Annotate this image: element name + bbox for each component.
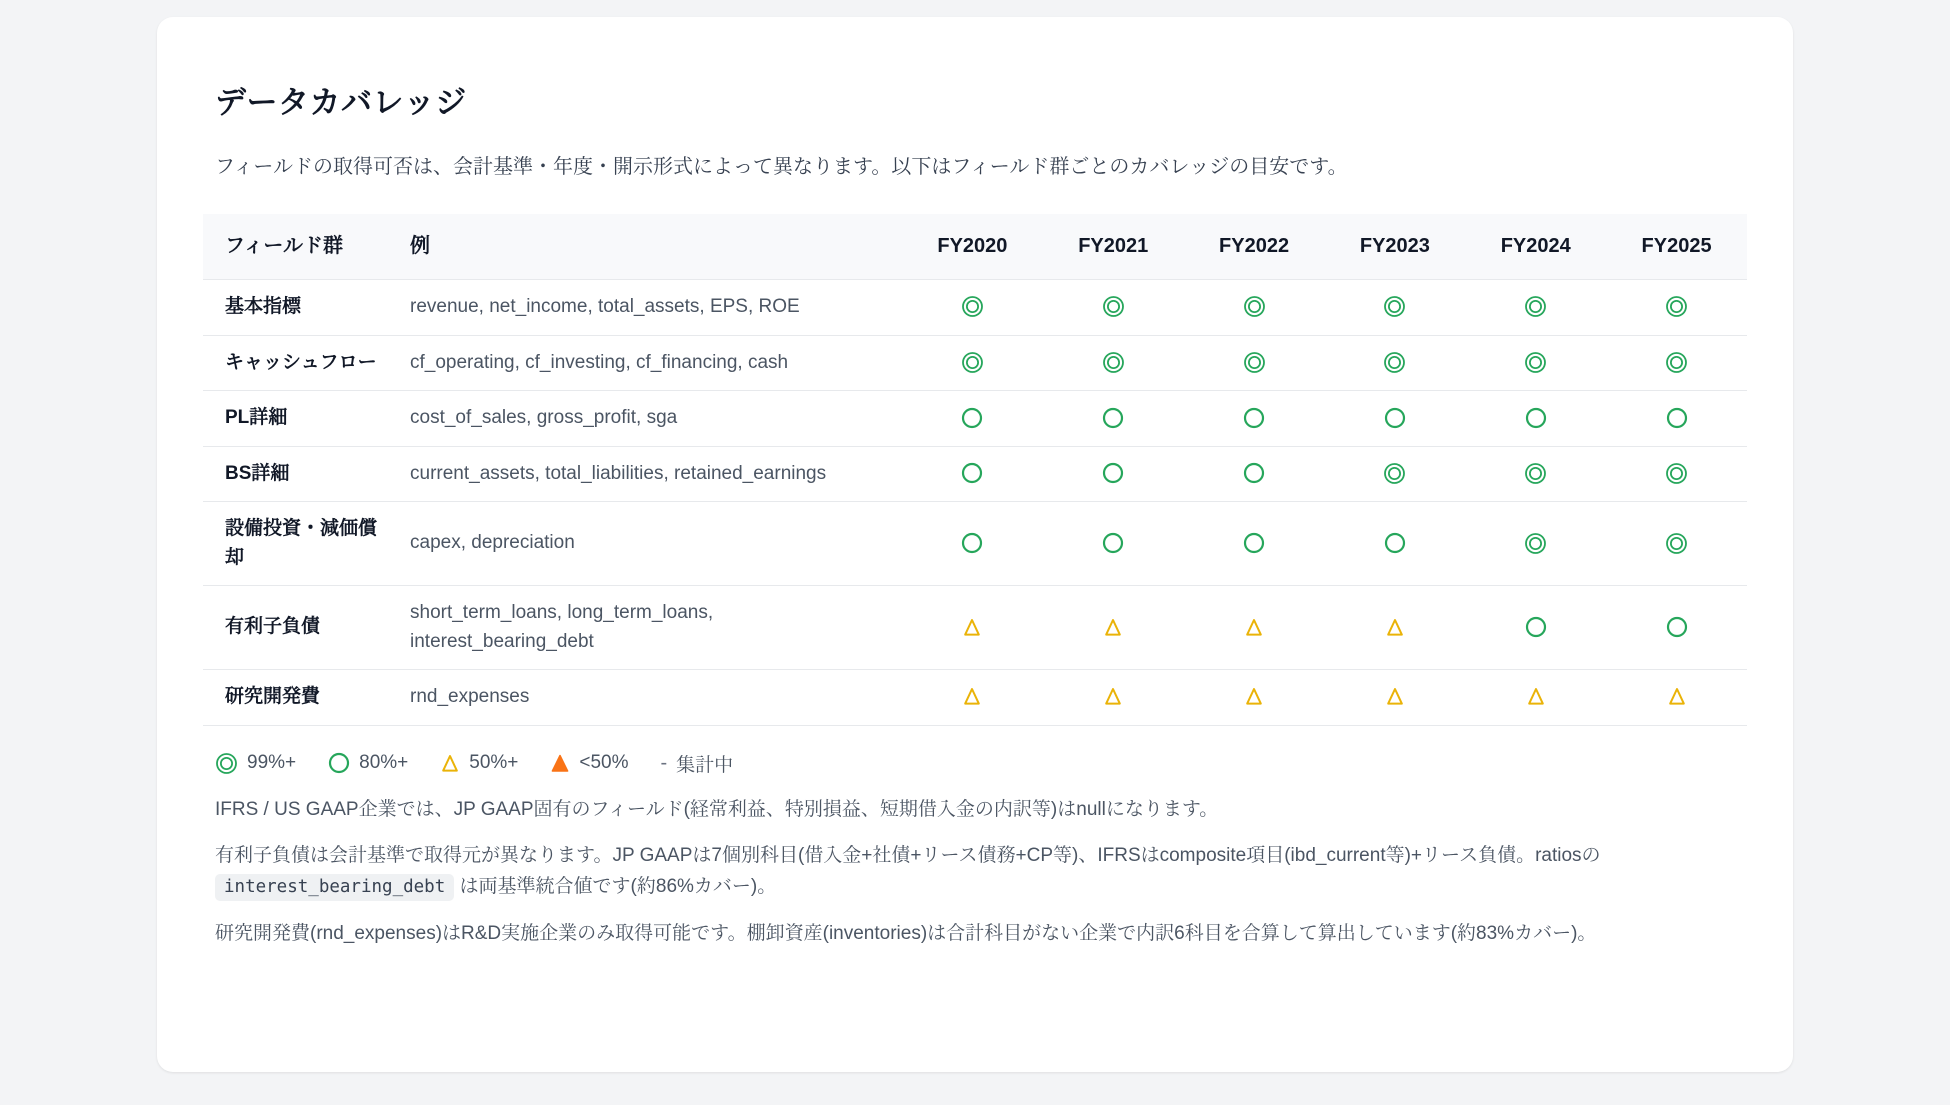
triangle-outline-icon	[1385, 687, 1405, 706]
double-circle-icon	[1665, 295, 1688, 318]
coverage-cell	[1184, 502, 1325, 586]
inline-code: interest_bearing_debt	[215, 874, 454, 901]
coverage-table	[203, 214, 1747, 726]
double-circle-icon	[1383, 295, 1406, 318]
circle-icon	[1384, 407, 1406, 429]
coverage-cell	[1184, 335, 1325, 391]
coverage-cell	[1184, 586, 1325, 670]
circle-icon	[1102, 532, 1124, 554]
header-cell-year: FY2021	[1043, 214, 1184, 280]
cell-example: short_term_loans, long_term_loans, interest_bearing_debt	[400, 586, 902, 670]
double-circle-icon	[1524, 462, 1547, 485]
circle-icon	[961, 407, 983, 429]
coverage-cell	[1465, 335, 1606, 391]
coverage-cell	[902, 586, 1043, 670]
coverage-cell	[1465, 446, 1606, 502]
header-cell-year: FY2022	[1184, 214, 1325, 280]
table-row	[203, 502, 1747, 586]
coverage-cell	[1184, 446, 1325, 502]
coverage-cell	[1606, 280, 1747, 336]
cell-field-group: キャッシュフロー	[203, 335, 400, 391]
table-row	[203, 280, 1747, 336]
header-cell-year: FY2024	[1465, 214, 1606, 280]
coverage-cell	[902, 446, 1043, 502]
table-row	[203, 335, 1747, 391]
triangle-outline-icon	[1244, 618, 1264, 637]
coverage-cell	[902, 280, 1043, 336]
coverage-cell	[1606, 502, 1747, 586]
legend-item-label: 集計中	[676, 754, 734, 776]
coverage-cell	[1184, 280, 1325, 336]
coverage-cell	[1324, 502, 1465, 586]
double-circle-icon	[1243, 351, 1266, 374]
legend-item	[328, 752, 408, 774]
cell-example: rnd_expenses	[400, 670, 902, 726]
triangle-outline-icon	[440, 754, 460, 773]
triangle-outline-icon	[1385, 618, 1405, 637]
page-title: データカバレッジ	[215, 85, 467, 120]
circle-icon	[961, 532, 983, 554]
cell-example: capex, depreciation	[400, 502, 902, 586]
circle-icon	[328, 752, 350, 774]
coverage-cell	[1324, 391, 1465, 447]
header-cell-example: 例	[400, 214, 902, 280]
header-cell-year: FY2023	[1324, 214, 1465, 280]
coverage-cell	[1043, 446, 1184, 502]
table-row	[203, 670, 1747, 726]
circle-icon	[1243, 407, 1265, 429]
table-header-row	[203, 214, 1747, 280]
coverage-table-body	[203, 280, 1747, 726]
coverage-cell	[1043, 335, 1184, 391]
circle-icon	[1666, 616, 1688, 638]
coverage-cell	[1043, 586, 1184, 670]
coverage-cell	[1043, 670, 1184, 726]
triangle-outline-icon	[1103, 687, 1123, 706]
note: 研究開発費(rnd_expenses)はR&D実施企業のみ取得可能です。棚卸資産(inventories)は合計科目がない企業で内訳6科目を合算して算出しています(約83%カバー)。	[215, 922, 1597, 944]
circle-icon	[1384, 532, 1406, 554]
circle-icon	[1666, 407, 1688, 429]
coverage-cell	[1606, 335, 1747, 391]
coverage-cell	[1465, 280, 1606, 336]
coverage-cell	[1324, 280, 1465, 336]
coverage-cell	[1606, 391, 1747, 447]
coverage-cell	[902, 391, 1043, 447]
coverage-cell	[1324, 446, 1465, 502]
coverage-cell	[1465, 391, 1606, 447]
page-subtitle: フィールドの取得可否は、会計基準・年度・開示形式によって異なります。以下はフィールド群ごとのカバレッジの目安です。	[215, 156, 1348, 178]
double-circle-icon	[1243, 295, 1266, 318]
notes	[215, 795, 1735, 950]
coverage-cell	[1324, 335, 1465, 391]
triangle-outline-icon	[962, 618, 982, 637]
double-circle-icon	[1102, 351, 1125, 374]
double-circle-icon	[1383, 351, 1406, 374]
circle-icon	[1525, 407, 1547, 429]
coverage-cell	[1465, 502, 1606, 586]
double-circle-icon	[215, 752, 238, 775]
double-circle-icon	[961, 295, 984, 318]
legend-item-label: 50%+	[469, 752, 519, 773]
cell-example: cost_of_sales, gross_profit, sga	[400, 391, 902, 447]
cell-example: cf_operating, cf_investing, cf_financing, cash	[400, 335, 902, 391]
data-coverage-card	[157, 17, 1793, 1072]
cell-example: current_assets, total_liabilities, retained_earnings	[400, 446, 902, 502]
circle-icon	[1102, 407, 1124, 429]
circle-icon	[961, 462, 983, 484]
header-cell-year: FY2020	[902, 214, 1043, 280]
double-circle-icon	[1383, 462, 1406, 485]
cell-field-group: 有利子負債	[203, 586, 400, 670]
double-circle-icon	[1102, 295, 1125, 318]
coverage-cell	[902, 670, 1043, 726]
legend-item-label: <50%	[579, 752, 629, 773]
coverage-cell	[1465, 670, 1606, 726]
circle-icon	[1102, 462, 1124, 484]
circle-icon	[1243, 462, 1265, 484]
header-cell-field-group: フィールド群	[203, 214, 400, 280]
coverage-cell	[1043, 502, 1184, 586]
double-circle-icon	[1524, 295, 1547, 318]
coverage-cell	[1606, 586, 1747, 670]
coverage-cell	[1184, 391, 1325, 447]
legend-item-label: 80%+	[359, 752, 409, 773]
header-cell-year: FY2025	[1606, 214, 1747, 280]
coverage-cell	[1324, 670, 1465, 726]
triangle-outline-icon	[1526, 687, 1546, 706]
coverage-cell	[1324, 586, 1465, 670]
cell-field-group: BS詳細	[203, 446, 400, 502]
table-row	[203, 391, 1747, 447]
legend-item-label: 99%+	[247, 752, 297, 773]
double-circle-icon	[961, 351, 984, 374]
coverage-cell	[1043, 391, 1184, 447]
cell-field-group: PL詳細	[203, 391, 400, 447]
double-circle-icon	[1524, 532, 1547, 555]
triangle-outline-icon	[962, 687, 982, 706]
coverage-cell	[1043, 280, 1184, 336]
coverage-cell	[1184, 670, 1325, 726]
legend-item	[550, 752, 628, 774]
note: 有利子負債は会計基準で取得元が異なります。JP GAAPは7個別科目(借入金+社債+リース債務+CP等)、IFRSはcomposite項目(ibd_current等)+リース負債。ratiosの interest_bearing_debt は両基準統合値です(約86%カバー)。	[215, 841, 1735, 903]
cell-example: revenue, net_income, total_assets, EPS, ROE	[400, 280, 902, 336]
triangle-filled-icon	[550, 754, 570, 773]
triangle-outline-icon	[1103, 618, 1123, 637]
double-circle-icon	[1665, 351, 1688, 374]
cell-field-group: 研究開発費	[203, 670, 400, 726]
coverage-cell	[902, 335, 1043, 391]
cell-field-group: 基本指標	[203, 280, 400, 336]
triangle-outline-icon	[1667, 687, 1687, 706]
triangle-outline-icon	[1244, 687, 1264, 706]
legend	[215, 750, 1735, 777]
legend-item	[440, 752, 518, 774]
legend-item	[661, 750, 734, 777]
double-circle-icon	[1665, 462, 1688, 485]
legend-item	[215, 752, 296, 775]
double-circle-icon	[1524, 351, 1547, 374]
circle-icon	[1525, 616, 1547, 638]
circle-icon	[1243, 532, 1265, 554]
table-row	[203, 586, 1747, 670]
coverage-cell	[902, 502, 1043, 586]
table-row	[203, 446, 1747, 502]
dash-icon: -	[660, 752, 668, 774]
coverage-cell	[1606, 670, 1747, 726]
cell-field-group: 設備投資・減価償却	[203, 502, 400, 586]
coverage-cell	[1606, 446, 1747, 502]
double-circle-icon	[1665, 532, 1688, 555]
note: IFRS / US GAAP企業では、JP GAAP固有のフィールド(経常利益、特別損益、短期借入金の内訳等)はnullになります。	[215, 798, 1219, 820]
coverage-cell	[1465, 586, 1606, 670]
